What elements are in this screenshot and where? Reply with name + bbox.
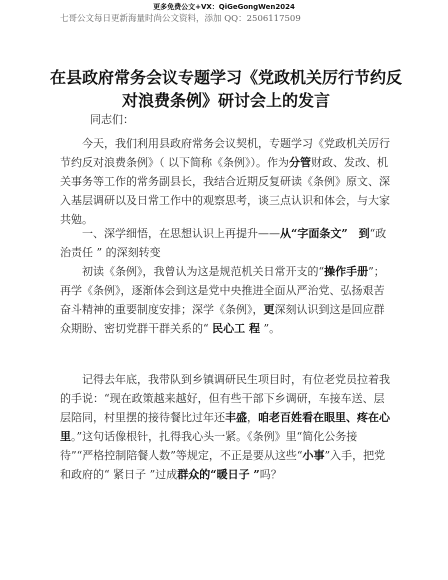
top-banner: 更多免费公文+VX：QiGeGongWen2024 bbox=[153, 3, 295, 11]
document-title: 在县政府常务会议专题学习《党政机关厉行节约反对浪费条例》研讨会上的发言 bbox=[49, 68, 402, 110]
paragraph-2: 初读《条例》，我曾认为这是规范机关日常开支的“操作手册”；再学《条例》，逐渐体会到这是党中央推进全面从严治党、弘扬艰苦奋斗精神的重要制度安排；深学《条例》，更深刻认识到这是回应群众期盼、密切党群干群关系的“ 民心工 程 ”。 bbox=[60, 265, 385, 335]
paragraph-3: 记得去年底，我带队到乡镇调研民生项目时，有位老党员拉着我的手说：“现在政策越来越好，但有些干部下乡调研，车接车送、层层陪同，村里摆的接待餐比过年还丰盛，咱老百姓看在眼里、疼在心里。”这句话像根针，扎得我心头一紧。《条例》里“简化公务接待”“严格控制陪餐人数”等规定，不正是要从这些“小事”入手，把党和政府的“ 紧日子 ”过成群众的“暖日子 ”吗？ bbox=[60, 373, 390, 481]
salutation: 同志们： bbox=[90, 113, 134, 126]
header-note: 七哥公文每日更新海量时尚公文资料，添加 QQ：2506117509 bbox=[60, 14, 301, 24]
paragraph-1: 今天，我们利用县政府常务会议契机，专题学习《党政机关厉行节约反对浪费条例》（ 以下简称《条例》）。作为分管财政、发改、机关事务等工作的常务副县长，我结合近期反复研读《条例》原文、深入基层调研以及日常工作中的观察思考，谈三点认识和体会，与大家共勉。 bbox=[60, 137, 390, 226]
section-heading-1: 一、深学细悟，在思想认识上再提升——从“字面条文” 到“政治责任 ” 的深刻转变 bbox=[60, 227, 387, 259]
